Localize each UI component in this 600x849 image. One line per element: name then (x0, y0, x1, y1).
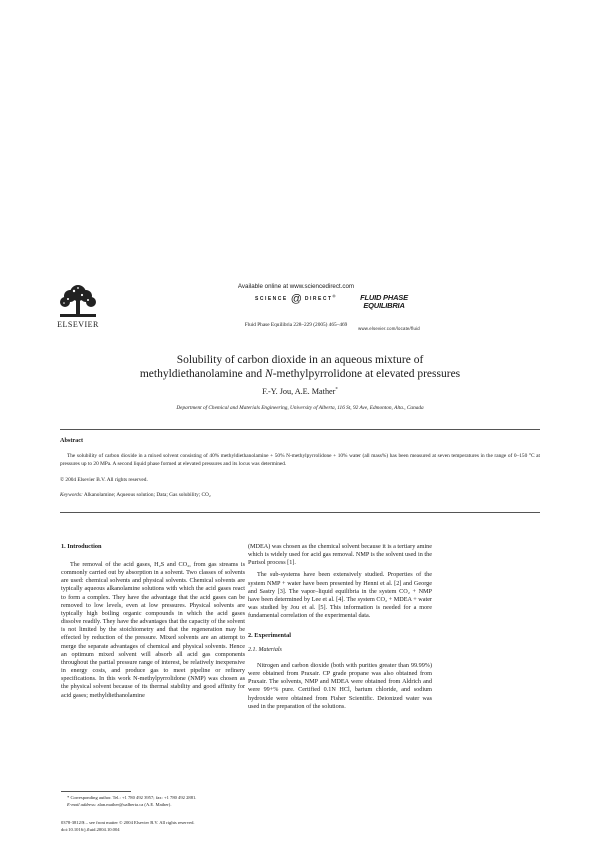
journal-citation: Fluid Phase Equilibria 228–229 (2005) 465–469 (244, 322, 348, 328)
materials-paragraph: Nitrogen and carbon dioxide (both with purities greater than 99.99%) were obtained from Praxair. CP grade propane was also obtained from Praxair. The solvents, NMP and MDEA were obtained from Aldrich and were 99+% pure. Certified 0.1N HCl, barium chloride, and sodium hydroxide were obtained from Fisher Scientific. Deionized water was used in the preparation of the solutions. (248, 662, 432, 710)
right-paragraph-2: The sub-systems have been extensively studied. Properties of the system NMP + water have been presented by Henni et al. [2] and George and Sastry [3]. The vapor–liquid equilibria in the system CO₂ + NMP have been determined by Lee et al. [4]. The system CO₂ + MDEA + water was studied by Jou et al. [5]. This information is needed for a more fundamental correlation of the experimental data. (248, 571, 432, 620)
abstract-copyright: © 2004 Elsevier B.V. All rights reserved. (60, 477, 148, 483)
title-italic-n: N (265, 368, 273, 380)
keywords (60, 492, 540, 498)
doi-line[interactable]: doi:10.1016/j.fluid.2004.10.004 (61, 826, 120, 832)
left-column (61, 561, 245, 700)
footnote (61, 795, 245, 808)
affiliation: Department of Chemical and Materials Engineering, University of Alberta, 116 St, 92 Ave, Edmonton, Alta., Canada (176, 405, 424, 411)
journal-logo-line1: FLUID PHASE (360, 293, 408, 302)
corresponding-author-note: * Corresponding author. Tel.: +1 780 492 3957; fax: +1 780 492 2881. (67, 795, 197, 800)
abstract-top-rule (60, 429, 540, 430)
issn-line: 0378-3812/$ – see front matter © 2004 Elsevier B.V. All rights reserved. (61, 820, 195, 825)
journal-url[interactable]: www.elsevier.com/locate/fluid (358, 326, 420, 331)
sciencedirect-mark: ® (332, 293, 337, 299)
title-line-2 (110, 367, 490, 381)
sciencedirect-right: DIRECT (304, 296, 333, 302)
keywords-label: Keywords: (60, 492, 83, 498)
section-heading-experimental: 2. Experimental (248, 632, 292, 639)
email-line (61, 802, 245, 809)
elsevier-wordmark: ELSEVIER (57, 320, 99, 329)
email-address[interactable]: alan.mather@ualberta.ca (A.E. Mather). (97, 801, 172, 807)
title-part-b: -methylpyrrolidone at elevated pressures (272, 368, 461, 380)
subsection-heading-materials: 2.1. Materials (248, 647, 282, 653)
available-online-text: Available online at www.sciencedirect.com (237, 283, 355, 290)
title-line-1: Solubility of carbon dioxide in an aqueous mixture of (176, 354, 424, 366)
authors (110, 387, 490, 396)
sciencedirect-left: SCIENCE (255, 296, 288, 302)
materials-column (248, 662, 432, 711)
corresponding-mark[interactable]: * (335, 387, 338, 393)
article-title (110, 353, 490, 381)
intro-paragraph-1: The removal of the acid gases, H₂S and CO₂, from gas streams is commonly carried out by absorption in a solvent. Two classes of solvents are used: chemical solvents and physical solvents. Chemical solvents are typically aqueous alkanolamine solutions with which the acid gases react to form a complex. They have the advantage that the acid gases can be removed to low levels, even at low pressures. Physical solvents are typically high boiling organic compounds in which the acid gases dissolve readily. They have the advantages that the capacity of the solvent is not limited by the stoichiometry and that the regeneration may be effected by reduction of the pressure. Mixed solvents are an attempt to merge the separate advantages of chemical and physical solvents. Hence an optimum mixed solvent will absorb all acid gas components throughout the partial pressure range of interest, be relatively inexpensive in energy costs, and produce gas to meet pipeline or refinery specifications. In this work N-methylpyrrolidone (NMP) was chosen as the physical solvent because of its thermal stability and good affinity for acid gases; methyldiethanolamine (61, 561, 245, 699)
elsevier-tree-logo (56, 283, 100, 319)
abstract-text: The solubility of carbon dioxide in a mixed solvent consisting of 40% methyldiethanolamine + 50% N-methylpyrrolidone + 10% water (all mass%) has been measured at seven temperatures in the range of 0–150 °C at pressures up to 20 MPa. A second liquid phase formed at elevated pressures and its locus was determined. (60, 453, 540, 468)
email-label: E-mail address: (67, 801, 97, 807)
section-heading-introduction: 1. Introduction (61, 543, 102, 550)
right-paragraph-1: (MDEA) was chosen as the chemical solvent because it is a tertiary amine which is widely used for acid gas removal. NMP is the solvent used in the Purisol process [1]. (248, 543, 432, 567)
footnote-rule (61, 791, 131, 792)
abstract-heading: Abstract (60, 437, 84, 444)
title-part-a: methyldiethanolamine and (139, 368, 266, 380)
sciencedirect-at-icon: @ (290, 293, 302, 305)
author-names: F.-Y. Jou, A.E. Mather (262, 387, 336, 396)
journal-logo-line2: EQUILIBRIA (363, 301, 405, 310)
right-column (248, 543, 432, 620)
keywords-list: Alkanolamine; Aqueous solution; Data; Gas solubility; CO₂ (83, 492, 211, 498)
abstract-bottom-rule (60, 512, 540, 513)
issn-block (61, 820, 261, 834)
journal-logo (352, 281, 416, 319)
